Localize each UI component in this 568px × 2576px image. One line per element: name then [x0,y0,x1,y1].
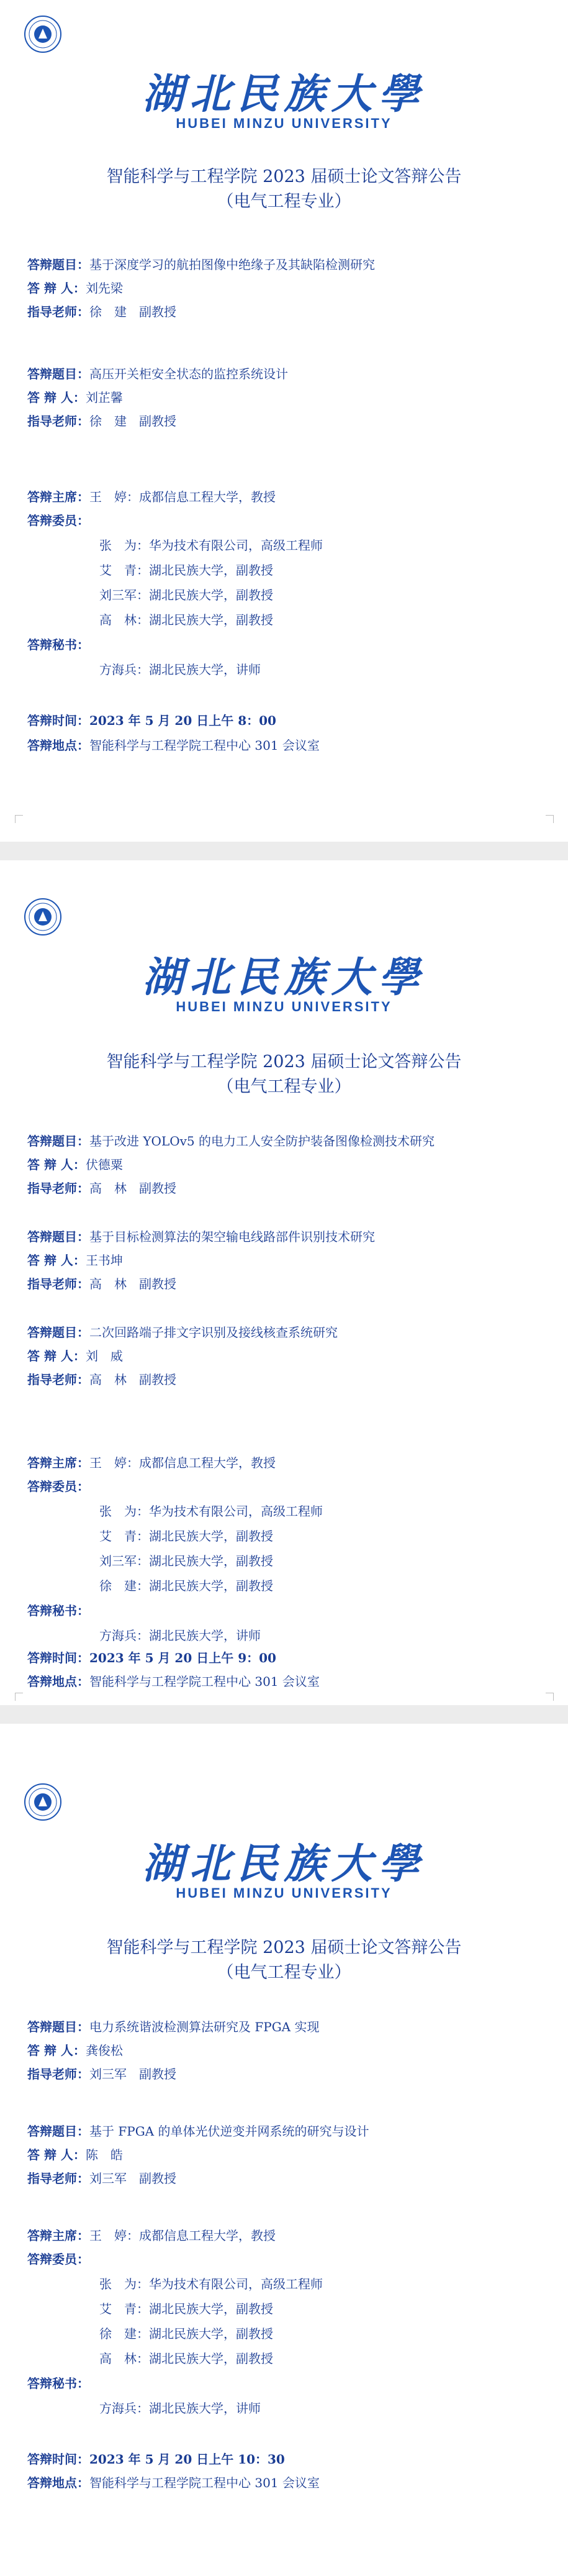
committee-secretary: 方海兵：湖北民族大学，讲师 [99,662,261,677]
committee-member: 张 为：华为技术有限公司，高级工程师 [99,1504,323,1519]
thesis-student: 答 辩 人：刘先梁 [27,281,123,296]
thesis-student: 答 辩 人：王书坤 [27,1253,123,1268]
page-corner-mark [546,1693,554,1701]
thesis-advisor: 指导老师：徐 建 副教授 [27,414,176,429]
announcement-subtitle: （电气工程专业） [217,192,351,211]
announcement-title: 智能科学与工程学院 2023 届硕士论文答辩公告 [106,167,462,186]
committee-member: 艾 青：湖北民族大学，副教授 [99,563,273,578]
thesis-topic: 答辩题目：基于深度学习的航拍图像中绝缘子及其缺陷检测研究 [27,257,375,272]
defense-time: 答辩时间：2023 年 5 月 20 日上午 10：30 [27,2452,285,2467]
committee-secretary-label: 答辩秘书： [27,637,89,652]
thesis-topic: 答辩题目：电力系统谐波检测算法研究及 FPGA 实现 [27,2019,320,2034]
committee-member: 艾 青：湖北民族大学，副教授 [99,1529,273,1544]
thesis-topic: 答辩题目：基于 FPGA 的单体光伏逆变并网系统的研究与设计 [27,2124,369,2139]
thesis-advisor: 指导老师：徐 建 副教授 [27,304,176,319]
committee-members-label: 答辩委员： [27,2252,89,2267]
committee-member: 徐 建：湖北民族大学，副教授 [99,1578,273,1593]
announcement-title: 智能科学与工程学院 2023 届硕士论文答辩公告 [106,1938,462,1957]
thesis-topic: 答辩题目：基于目标检测算法的架空输电线路部件识别技术研究 [27,1229,375,1244]
thesis-advisor: 指导老师：高 林 副教授 [27,1181,176,1196]
announcement-page-3 [0,1724,568,2576]
defense-location: 答辩地点：智能科学与工程学院工程中心 301 会议室 [27,2475,320,2490]
page-corner-mark [546,815,554,823]
defense-time: 答辩时间：2023 年 5 月 20 日上午 8：00 [27,713,276,728]
university-name-cn: 湖北民族大學 [142,1839,426,1888]
university-seal-logo [24,1783,62,1821]
committee-chair: 答辩主席：王 婷：成都信息工程大学，教授 [27,1455,276,1470]
committee-members-label: 答辩委员： [27,513,89,528]
university-name-en: HUBEI MINZU UNIVERSITY [176,116,392,131]
thesis-advisor: 指导老师：高 林 副教授 [27,1372,176,1387]
announcement-page-1 [0,0,568,842]
committee-secretary: 方海兵：湖北民族大学，讲师 [99,2401,261,2416]
thesis-advisor: 指导老师：高 林 副教授 [27,1277,176,1291]
committee-secretary-label: 答辩秘书： [27,1603,89,1618]
thesis-topic: 答辩题目：高压开关柜安全状态的监控系统设计 [27,366,288,381]
announcement-subtitle: （电气工程专业） [217,1963,351,1982]
defense-location: 答辩地点：智能科学与工程学院工程中心 301 会议室 [27,738,320,753]
thesis-student: 答 辩 人：陈 皓 [27,2147,123,2162]
committee-chair: 答辩主席：王 婷：成都信息工程大学，教授 [27,489,276,504]
defense-time: 答辩时间：2023 年 5 月 20 日上午 9：00 [27,1650,276,1665]
thesis-advisor: 指导老师：刘三军 副教授 [27,2067,176,2082]
committee-member: 高 林：湖北民族大学，副教授 [99,612,273,627]
university-seal-logo [24,15,62,53]
university-wordmark [0,953,568,1015]
committee-member: 刘三军：湖北民族大学，副教授 [99,588,273,603]
committee-chair: 答辩主席：王 婷：成都信息工程大学，教授 [27,2228,276,2243]
defense-location: 答辩地点：智能科学与工程学院工程中心 301 会议室 [27,1674,320,1689]
thesis-student: 答 辩 人：伏德粟 [27,1157,123,1172]
university-name-en: HUBEI MINZU UNIVERSITY [176,999,392,1014]
committee-member: 徐 建：湖北民族大学，副教授 [99,2326,273,2341]
announcement-title: 智能科学与工程学院 2023 届硕士论文答辩公告 [106,1052,462,1072]
announcement-page-2 [0,860,568,1705]
university-name-cn: 湖北民族大學 [142,953,426,1001]
committee-member: 刘三军：湖北民族大学，副教授 [99,1554,273,1568]
announcement-subtitle: （电气工程专业） [217,1077,351,1096]
committee-member: 高 林：湖北民族大学，副教授 [99,2351,273,2366]
thesis-student: 答 辩 人：龚俊松 [27,2043,123,2058]
thesis-advisor: 指导老师：刘三军 副教授 [27,2171,176,2186]
committee-member: 张 为：华为技术有限公司，高级工程师 [99,2277,323,2292]
thesis-student: 答 辩 人：刘 威 [27,1349,123,1363]
committee-member: 艾 青：湖北民族大学，副教授 [99,2301,273,2316]
university-seal-logo [24,898,62,936]
university-name-cn: 湖北民族大學 [142,70,426,118]
university-wordmark [0,70,568,132]
committee-secretary-label: 答辩秘书： [27,2376,89,2391]
thesis-topic: 答辩题目：二次回路端子排文字识别及接线核查系统研究 [27,1325,338,1340]
committee-member: 张 为：华为技术有限公司，高级工程师 [99,538,323,553]
university-wordmark [0,1839,568,1901]
page-corner-mark [15,815,23,823]
page-corner-mark [15,1693,23,1701]
university-name-en: HUBEI MINZU UNIVERSITY [176,1885,392,1901]
thesis-student: 答 辩 人：刘芷馨 [27,390,123,405]
thesis-topic: 答辩题目：基于改进 YOLOv5 的电力工人安全防护装备图像检测技术研究 [27,1134,435,1149]
committee-secretary: 方海兵：湖北民族大学，讲师 [99,1628,261,1643]
committee-members-label: 答辩委员： [27,1479,89,1494]
